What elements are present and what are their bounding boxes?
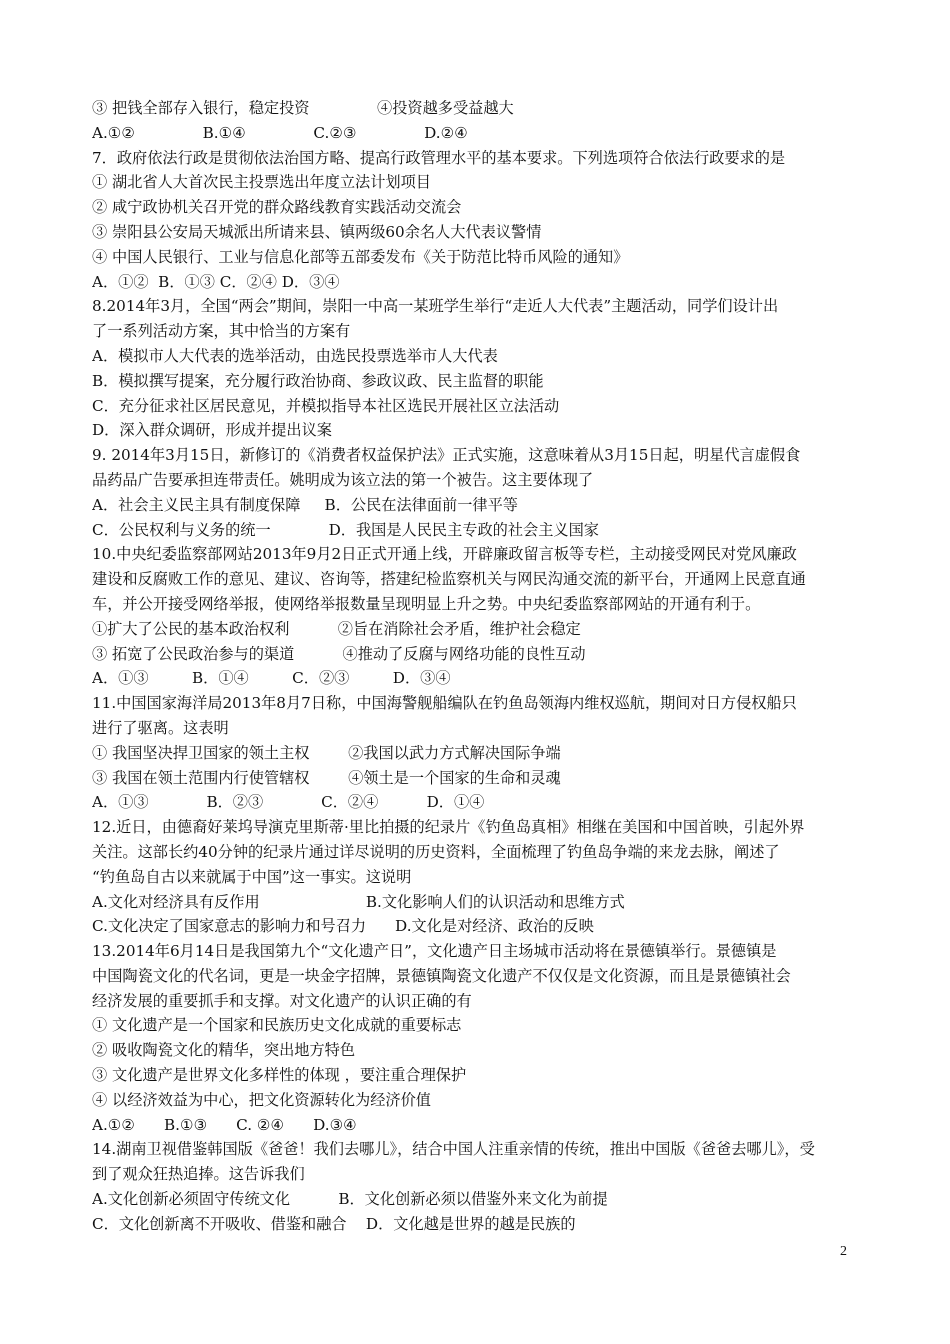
text-line: A.①② B.①④ C.②③ D.②④ xyxy=(92,123,468,142)
text-line: ③ 崇阳县公安局天城派出所请来县、镇两级60余名人大代表议警情 xyxy=(92,222,542,241)
page-number: 2 xyxy=(840,1244,847,1259)
text-line: 13.2014年6月14日是我国第九个“文化遗产日”，文化遗产日主场城市活动将在景德镇举行。景德镇是 xyxy=(92,942,777,961)
text-line: A．社会主义民主具有制度保障 B．公民在法律面前一律平等 xyxy=(92,495,518,514)
text-line: C．文化创新离不开吸收、借鉴和融合 D．文化越是世界的越是民族的 xyxy=(92,1214,576,1233)
text-line: ① 文化遗产是一个国家和民族历史文化成就的重要标志 xyxy=(92,1016,462,1035)
text-line: 10.中央纪委监察部网站2013年9月2日正式开通上线，开辟廉政留言板等专栏，主动接受网民对党风廉政 xyxy=(92,545,797,564)
text-line: A.文化创新必须固守传统文化 B．文化创新必须以借鉴外来文化为前提 xyxy=(92,1190,608,1209)
text-line: C.文化决定了国家意志的影响力和号召力 D.文化是对经济、政治的反映 xyxy=(92,917,594,936)
text-line: 12.近日，由德裔好莱坞导演克里斯蒂·里比拍摄的纪录片《钓鱼岛真相》相继在美国和中国首映，引起外界 xyxy=(92,818,805,837)
text-line: 经济发展的重要抓手和支撑。对文化遗产的认识正确的有 xyxy=(92,991,472,1010)
text-line: D．深入群众调研，形成并提出议案 xyxy=(92,421,332,440)
text-line: A.①② B.①③ C. ②④ D.③④ xyxy=(92,1115,357,1134)
text-line: 8.2014年3月，全国“两会”期间，崇阳一中高一某班学生举行“走近人大代表”主题活动，同学们设计出 xyxy=(92,297,779,316)
text-line: 建设和反腐败工作的意见、建议、咨询等，搭建纪检监察机关与网民沟通交流的新平台，开通网上民意直通 xyxy=(92,570,806,589)
text-line: 11.中国国家海洋局2013年8月7日称，中国海警舰船编队在钓鱼岛领海内维权巡航，期间对日方侵权船只 xyxy=(92,694,797,713)
text-line: 14.湖南卫视借鉴韩国版《爸爸！我们去哪儿》，结合中国人注重亲情的传统，推出中国版《爸爸去哪儿》，受 xyxy=(92,1140,815,1159)
text-line: C．充分征求社区居民意见，并模拟指导本社区选民开展社区立法活动 xyxy=(92,396,560,415)
text-line: 品药品广告要承担连带责任。姚明成为该立法的第一个被告。这主要体现了 xyxy=(92,470,594,489)
text-line: 了一系列活动方案，其中恰当的方案有 xyxy=(92,322,351,341)
text-line: B．模拟撰写提案，充分履行政治协商、参政议政、民主监督的职能 xyxy=(92,371,544,390)
text-line: ①扩大了公民的基本政治权利 ②旨在消除社会矛盾，维护社会稳定 xyxy=(92,619,581,638)
text-line: ③ 文化遗产是世界文化多样性的体现 ，要注重合理保护 xyxy=(92,1066,467,1085)
text-line: A．①③ B．①④ C．②③ D．③④ xyxy=(92,669,451,688)
text-line: C．公民权利与义务的统一 D．我国是人民民主专政的社会主义国家 xyxy=(92,520,599,539)
text-line: A．①③ B．②③ C．②④ D．①④ xyxy=(92,793,485,812)
text-line: 9. 2014年3月15日，新修订的《消费者权益保护法》正式实施，这意味着从3月15日起，明星代言虚假食 xyxy=(92,446,801,465)
text-line: “钓鱼岛自古以来就属于中国”这一事实。这说明 xyxy=(92,867,412,886)
text-line: 中国陶瓷文化的代名词，更是一块金字招牌，景德镇陶瓷文化遗产不仅仅是文化资源，而且是景德镇社会 xyxy=(92,966,791,985)
document-body xyxy=(92,96,862,1237)
text-line: ④ 中国人民银行、工业与信息化部等五部委发布《关于防范比特币风险的通知》 xyxy=(92,247,629,266)
text-line: 7．政府依法行政是贯彻依法治国方略、提高行政管理水平的基本要求。下列选项符合依法行政要求的是 xyxy=(92,148,786,167)
text-line: 关注。这部长约40分钟的纪录片通过详尽说明的历史资料，全面梳理了钓鱼岛争端的来龙去脉，阐述了 xyxy=(92,842,780,861)
text-line: ③ 我国在领土范围内行使管辖权 ④领土是一个国家的生命和灵魂 xyxy=(92,768,561,787)
text-line: ① 我国坚决捍卫国家的领土主权 ②我国以武力方式解决国际争端 xyxy=(92,743,561,762)
text-line: 进行了驱离。这表明 xyxy=(92,718,229,737)
text-line: ③ 拓宽了公民政治参与的渠道 ④推动了反腐与网络功能的良性互动 xyxy=(92,644,586,663)
text-line: ④ 以经济效益为中心，把文化资源转化为经济价值 xyxy=(92,1090,431,1109)
text-line: A.文化对经济具有反作用 B.文化影响人们的认识活动和思维方式 xyxy=(92,892,625,911)
text-line: A．①② B．①③ C．②④ D．③④ xyxy=(92,272,340,291)
text-line: ② 吸收陶瓷文化的精华，突出地方特色 xyxy=(92,1041,356,1060)
text-line: A．模拟市人大代表的选举活动，由选民投票选举市人大代表 xyxy=(92,346,498,365)
text-line: ① 湖北省人大首次民主投票选出年度立法计划项目 xyxy=(92,173,431,192)
text-line: 到了观众狂热追捧。这告诉我们 xyxy=(92,1165,305,1184)
text-line: ③ 把钱全部存入银行，稳定投资 ④投资越多受益越大 xyxy=(92,99,514,117)
text-line: ② 咸宁政协机关召开党的群众路线教育实践活动交流会 xyxy=(92,198,462,217)
text-line: 车，并公开接受网络举报，使网络举报数量呈现明显上升之势。中央纪委监察部网站的开通有利于。 xyxy=(92,594,761,613)
